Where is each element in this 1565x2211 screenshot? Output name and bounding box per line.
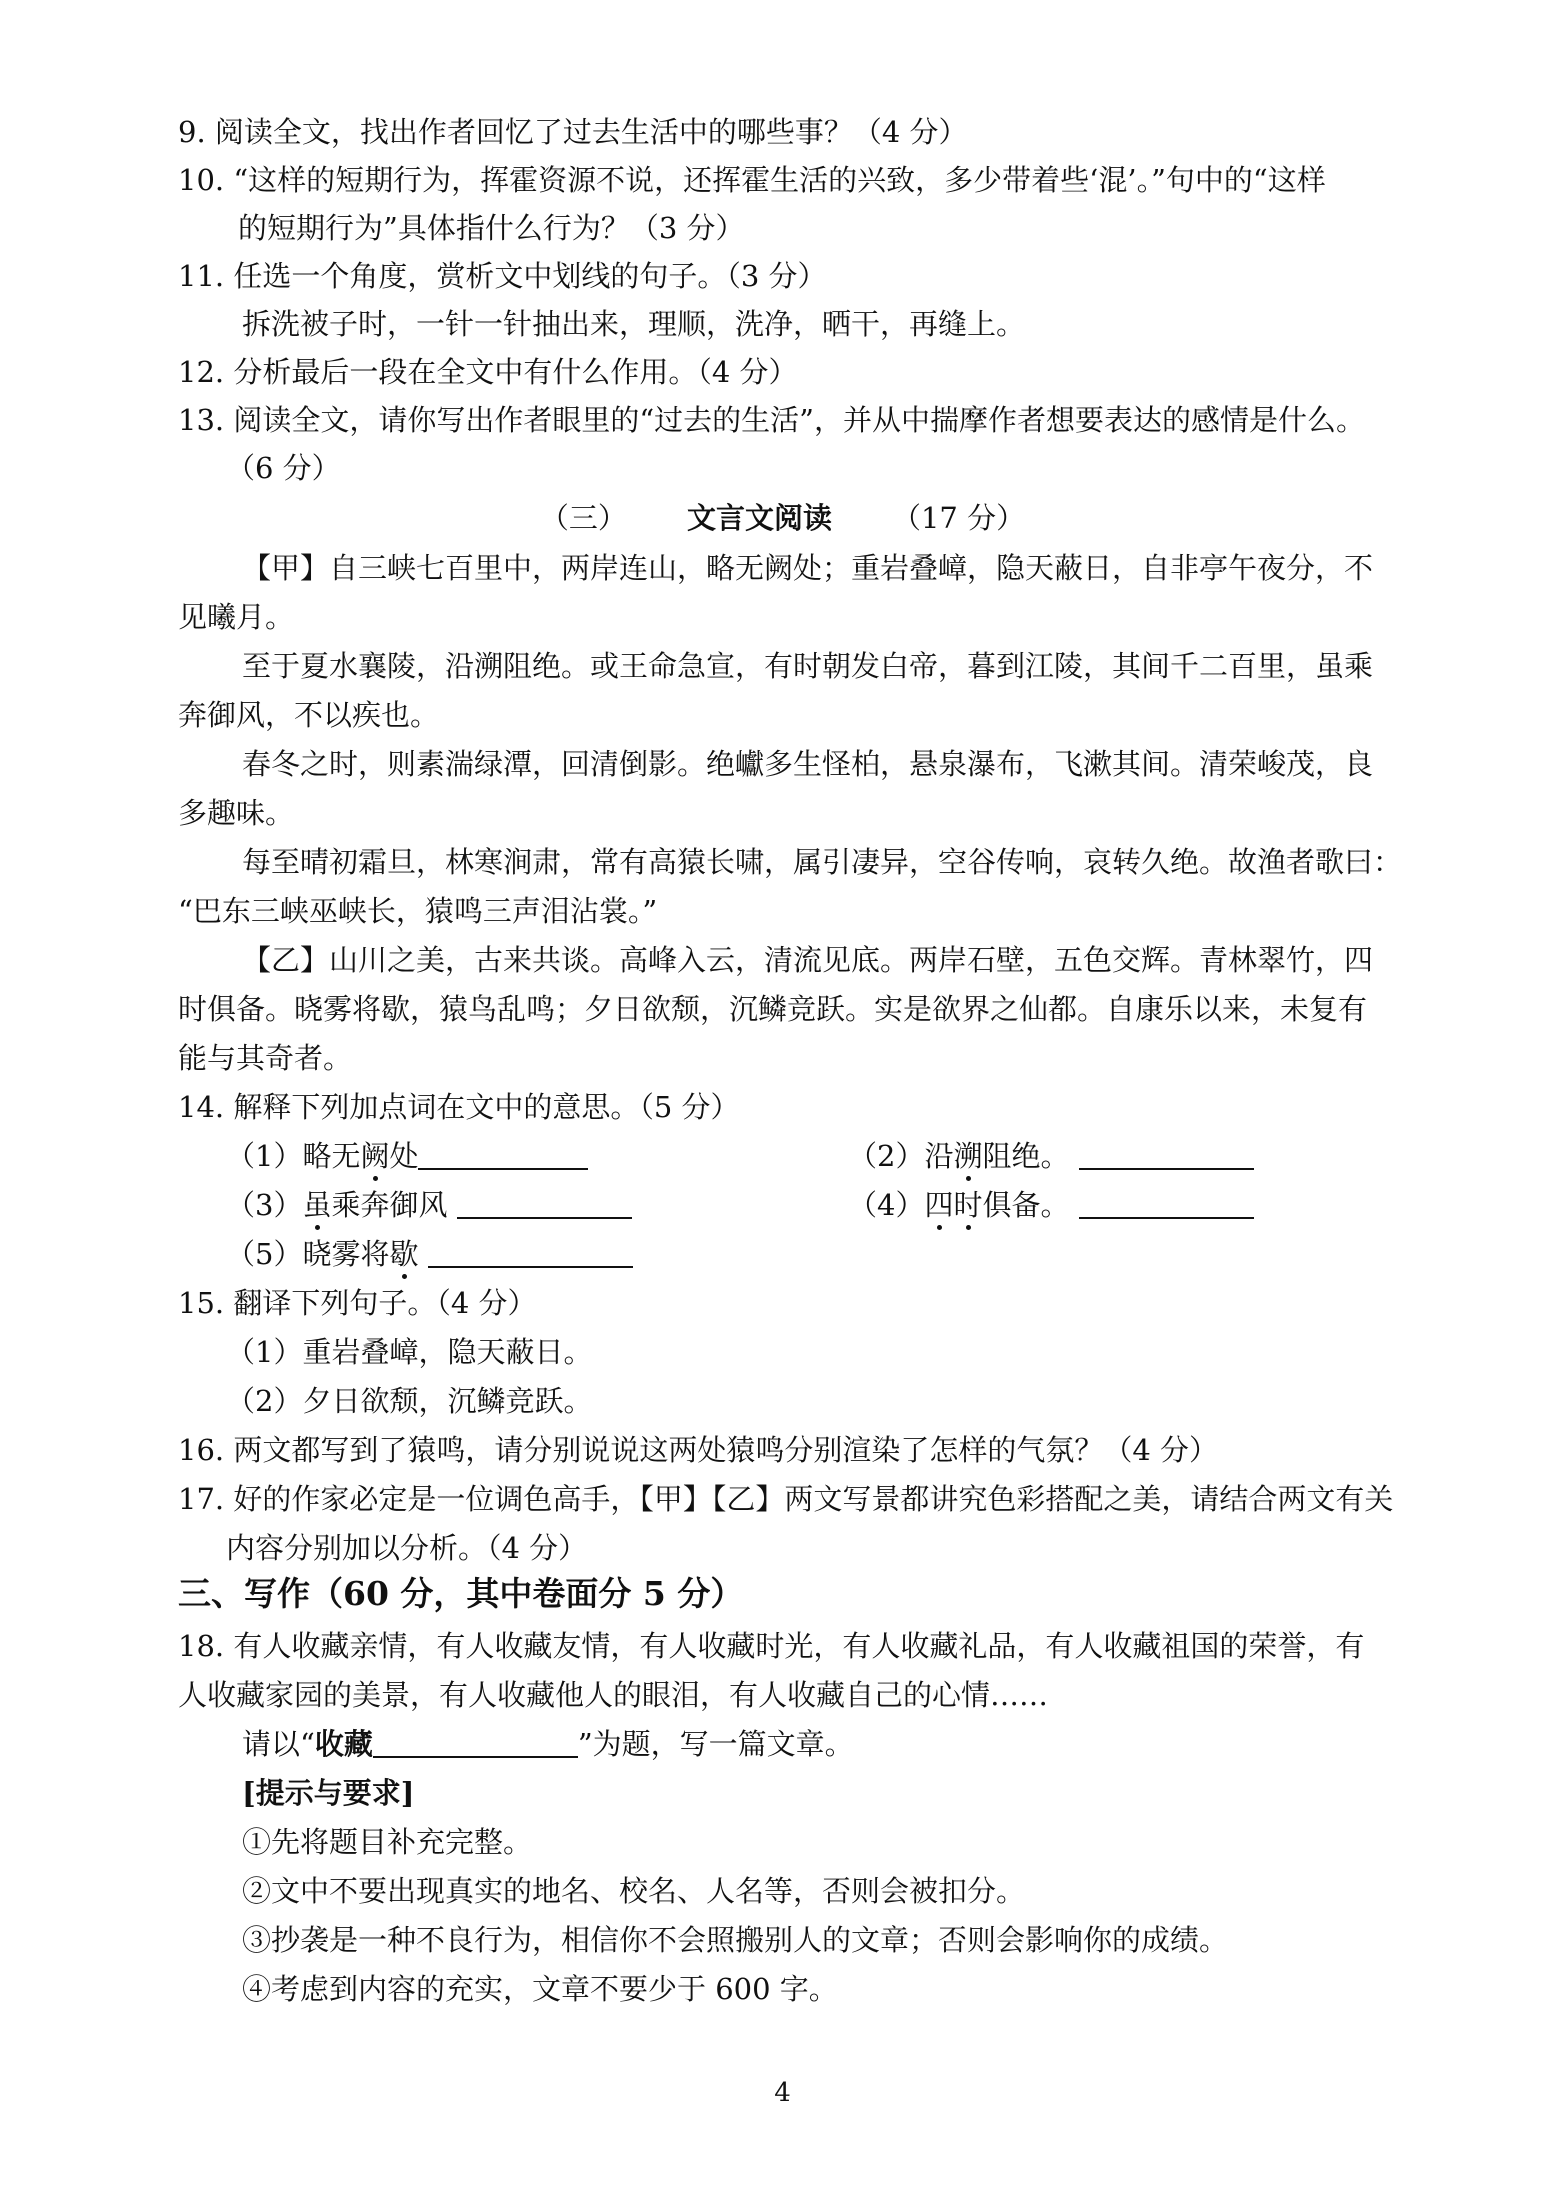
passage-yi-line1: 【乙】山川之美，古来共谈。高峰入云，清流见底。两岸石壁，五色交辉。青林翠竹，四	[242, 943, 1374, 977]
q14-4-suffix: 俱备。	[982, 1188, 1070, 1222]
question-13-line1: 13. 阅读全文，请你写出作者眼里的“过去的生活”，并从中揣摩作者想要表达的感情是什么。	[178, 403, 1365, 437]
q14-4-dotted-word-2: 时	[953, 1188, 983, 1222]
section-3-score: （17 分）	[891, 501, 1026, 535]
question-9: 9. 阅读全文，找出作者回忆了过去生活中的哪些事？（4 分）	[178, 115, 968, 149]
question-14: 14. 解释下列加点词在文中的意思。（5 分）	[178, 1090, 740, 1124]
passage-jia-p3-line2: 多趣味。	[178, 796, 295, 830]
passage-jia-p1-line2: 见曦月。	[178, 600, 295, 634]
q14-2-dotted-word: 溯	[953, 1139, 983, 1173]
passage-jia-p2-line1: 至于夏水襄陵，沿溯阻绝。或王命急宣，有时朝发白帝，暮到江陵，其间千二百里，虽乘	[242, 649, 1374, 683]
q14-5-answer-blank[interactable]	[428, 1236, 633, 1268]
question-11-sentence: 拆洗被子时，一针一针抽出来，理顺，洗净，晒干，再缝上。	[242, 307, 1026, 341]
passage-yi-line2: 时俱备。晓雾将歇，猿鸟乱鸣；夕日欲颓，沉鳞竞跃。实是欲界之仙都。自康乐以来，未复有	[178, 992, 1368, 1026]
question-14-row1	[226, 1132, 1546, 1180]
q14-5-dotted-word: 歇	[389, 1237, 419, 1271]
tip-3: ③抄袭是一种不良行为，相信你不会照搬别人的文章；否则会影响你的成绩。	[242, 1923, 1229, 1957]
writing-prompt	[242, 1720, 1562, 1768]
prompt-suffix: ”为题，写一篇文章。	[577, 1727, 854, 1761]
question-15-2: （2）夕日欲颓，沉鳞竞跃。	[226, 1384, 593, 1418]
passage-jia-p1-line1: 【甲】自三峡七百里中，两岸连山，略无阙处；重岩叠嶂，隐天蔽日，自非亭午夜分，不	[242, 551, 1374, 585]
prompt-bold-word: 收藏	[314, 1727, 373, 1761]
q14-2-prefix: （2）沿	[848, 1139, 954, 1173]
question-17-line1: 17. 好的作家必定是一位调色高手，【甲】【乙】两文写景都讲究色彩搭配之美，请结合两文有关	[178, 1482, 1394, 1516]
prompt-prefix: 请以“	[242, 1727, 315, 1761]
question-18-line1: 18. 有人收藏亲情，有人收藏友情，有人收藏时光，有人收藏礼品，有人收藏祖国的荣誉，有	[178, 1629, 1365, 1663]
page-number: 4	[774, 2078, 791, 2108]
section-3-number: （三）	[539, 501, 627, 535]
question-16: 16. 两文都写到了猿鸣，请分别说说这两处猿鸣分别渲染了怎样的气氛？（4 分）	[178, 1433, 1219, 1467]
q14-2-answer-blank[interactable]	[1079, 1138, 1254, 1170]
q14-3-prefix: （3）	[226, 1188, 303, 1222]
title-blank[interactable]	[373, 1726, 578, 1758]
q14-1-answer-blank[interactable]	[418, 1138, 588, 1170]
passage-jia-p4-line1: 每至晴初霜旦，林寒涧肃，常有高猿长啸，属引凄异，空谷传响，哀转久绝。故渔者歌曰：	[242, 845, 1403, 879]
section-3-heading	[0, 494, 1565, 542]
writing-heading: 三、写作（60 分，其中卷面分 5 分）	[178, 1574, 744, 1613]
q14-3-dotted-word: 虽	[302, 1188, 332, 1222]
question-12: 12. 分析最后一段在全文中有什么作用。（4 分）	[178, 355, 798, 389]
q14-4-dotted-word-1: 四	[924, 1188, 954, 1222]
q14-1-dotted-word: 阙	[360, 1139, 390, 1173]
section-3-title: 文言文阅读	[686, 501, 832, 535]
question-15: 15. 翻译下列句子。（4 分）	[178, 1286, 537, 1320]
question-13-line2: （6 分）	[226, 451, 341, 485]
passage-jia-p3-line1: 春冬之时，则素湍绿潭，回清倒影。绝巘多生怪柏，悬泉瀑布，飞漱其间。清荣峻茂，良	[242, 747, 1374, 781]
tips-heading: [提示与要求]	[242, 1776, 415, 1810]
q14-4-answer-blank[interactable]	[1079, 1187, 1254, 1219]
question-10-line2: 的短期行为”具体指什么行为？（3 分）	[238, 211, 745, 245]
passage-jia-p4-line2: “巴东三峡巫峡长，猿鸣三声泪沾裳。”	[178, 894, 658, 928]
q14-3-suffix: 乘奔御风	[331, 1188, 448, 1222]
question-15-1: （1）重岩叠嶂，隐天蔽日。	[226, 1335, 593, 1369]
question-10-line1: 10. “这样的短期行为，挥霍资源不说，还挥霍生活的兴致，多少带着些‘混’。”句中的“这样	[178, 163, 1326, 197]
q14-1-prefix: （1）略无	[226, 1139, 361, 1173]
q14-3-answer-blank[interactable]	[457, 1187, 632, 1219]
tip-1: ①先将题目补充完整。	[242, 1825, 533, 1859]
question-14-row3	[226, 1230, 1546, 1278]
question-14-row2	[226, 1181, 1546, 1229]
q14-5-prefix: （5）晓雾将	[226, 1237, 390, 1271]
q14-4-prefix: （4）	[848, 1188, 925, 1222]
q14-1-suffix: 处	[389, 1139, 419, 1173]
q14-2-suffix: 阻绝。	[982, 1139, 1070, 1173]
question-11: 11. 任选一个角度，赏析文中划线的句子。（3 分）	[178, 259, 827, 293]
tip-2: ②文中不要出现真实的地名、校名、人名等，否则会被扣分。	[242, 1874, 1026, 1908]
passage-jia-p2-line2: 奔御风，不以疾也。	[178, 698, 440, 732]
question-18-line2: 人收藏家园的美景，有人收藏他人的眼泪，有人收藏自己的心情……	[178, 1678, 1049, 1712]
passage-yi-line3: 能与其奇者。	[178, 1041, 353, 1075]
tip-4: ④考虑到内容的充实，文章不要少于 600 字。	[242, 1972, 838, 2006]
question-17-line2: 内容分别加以分析。（4 分）	[226, 1531, 588, 1565]
